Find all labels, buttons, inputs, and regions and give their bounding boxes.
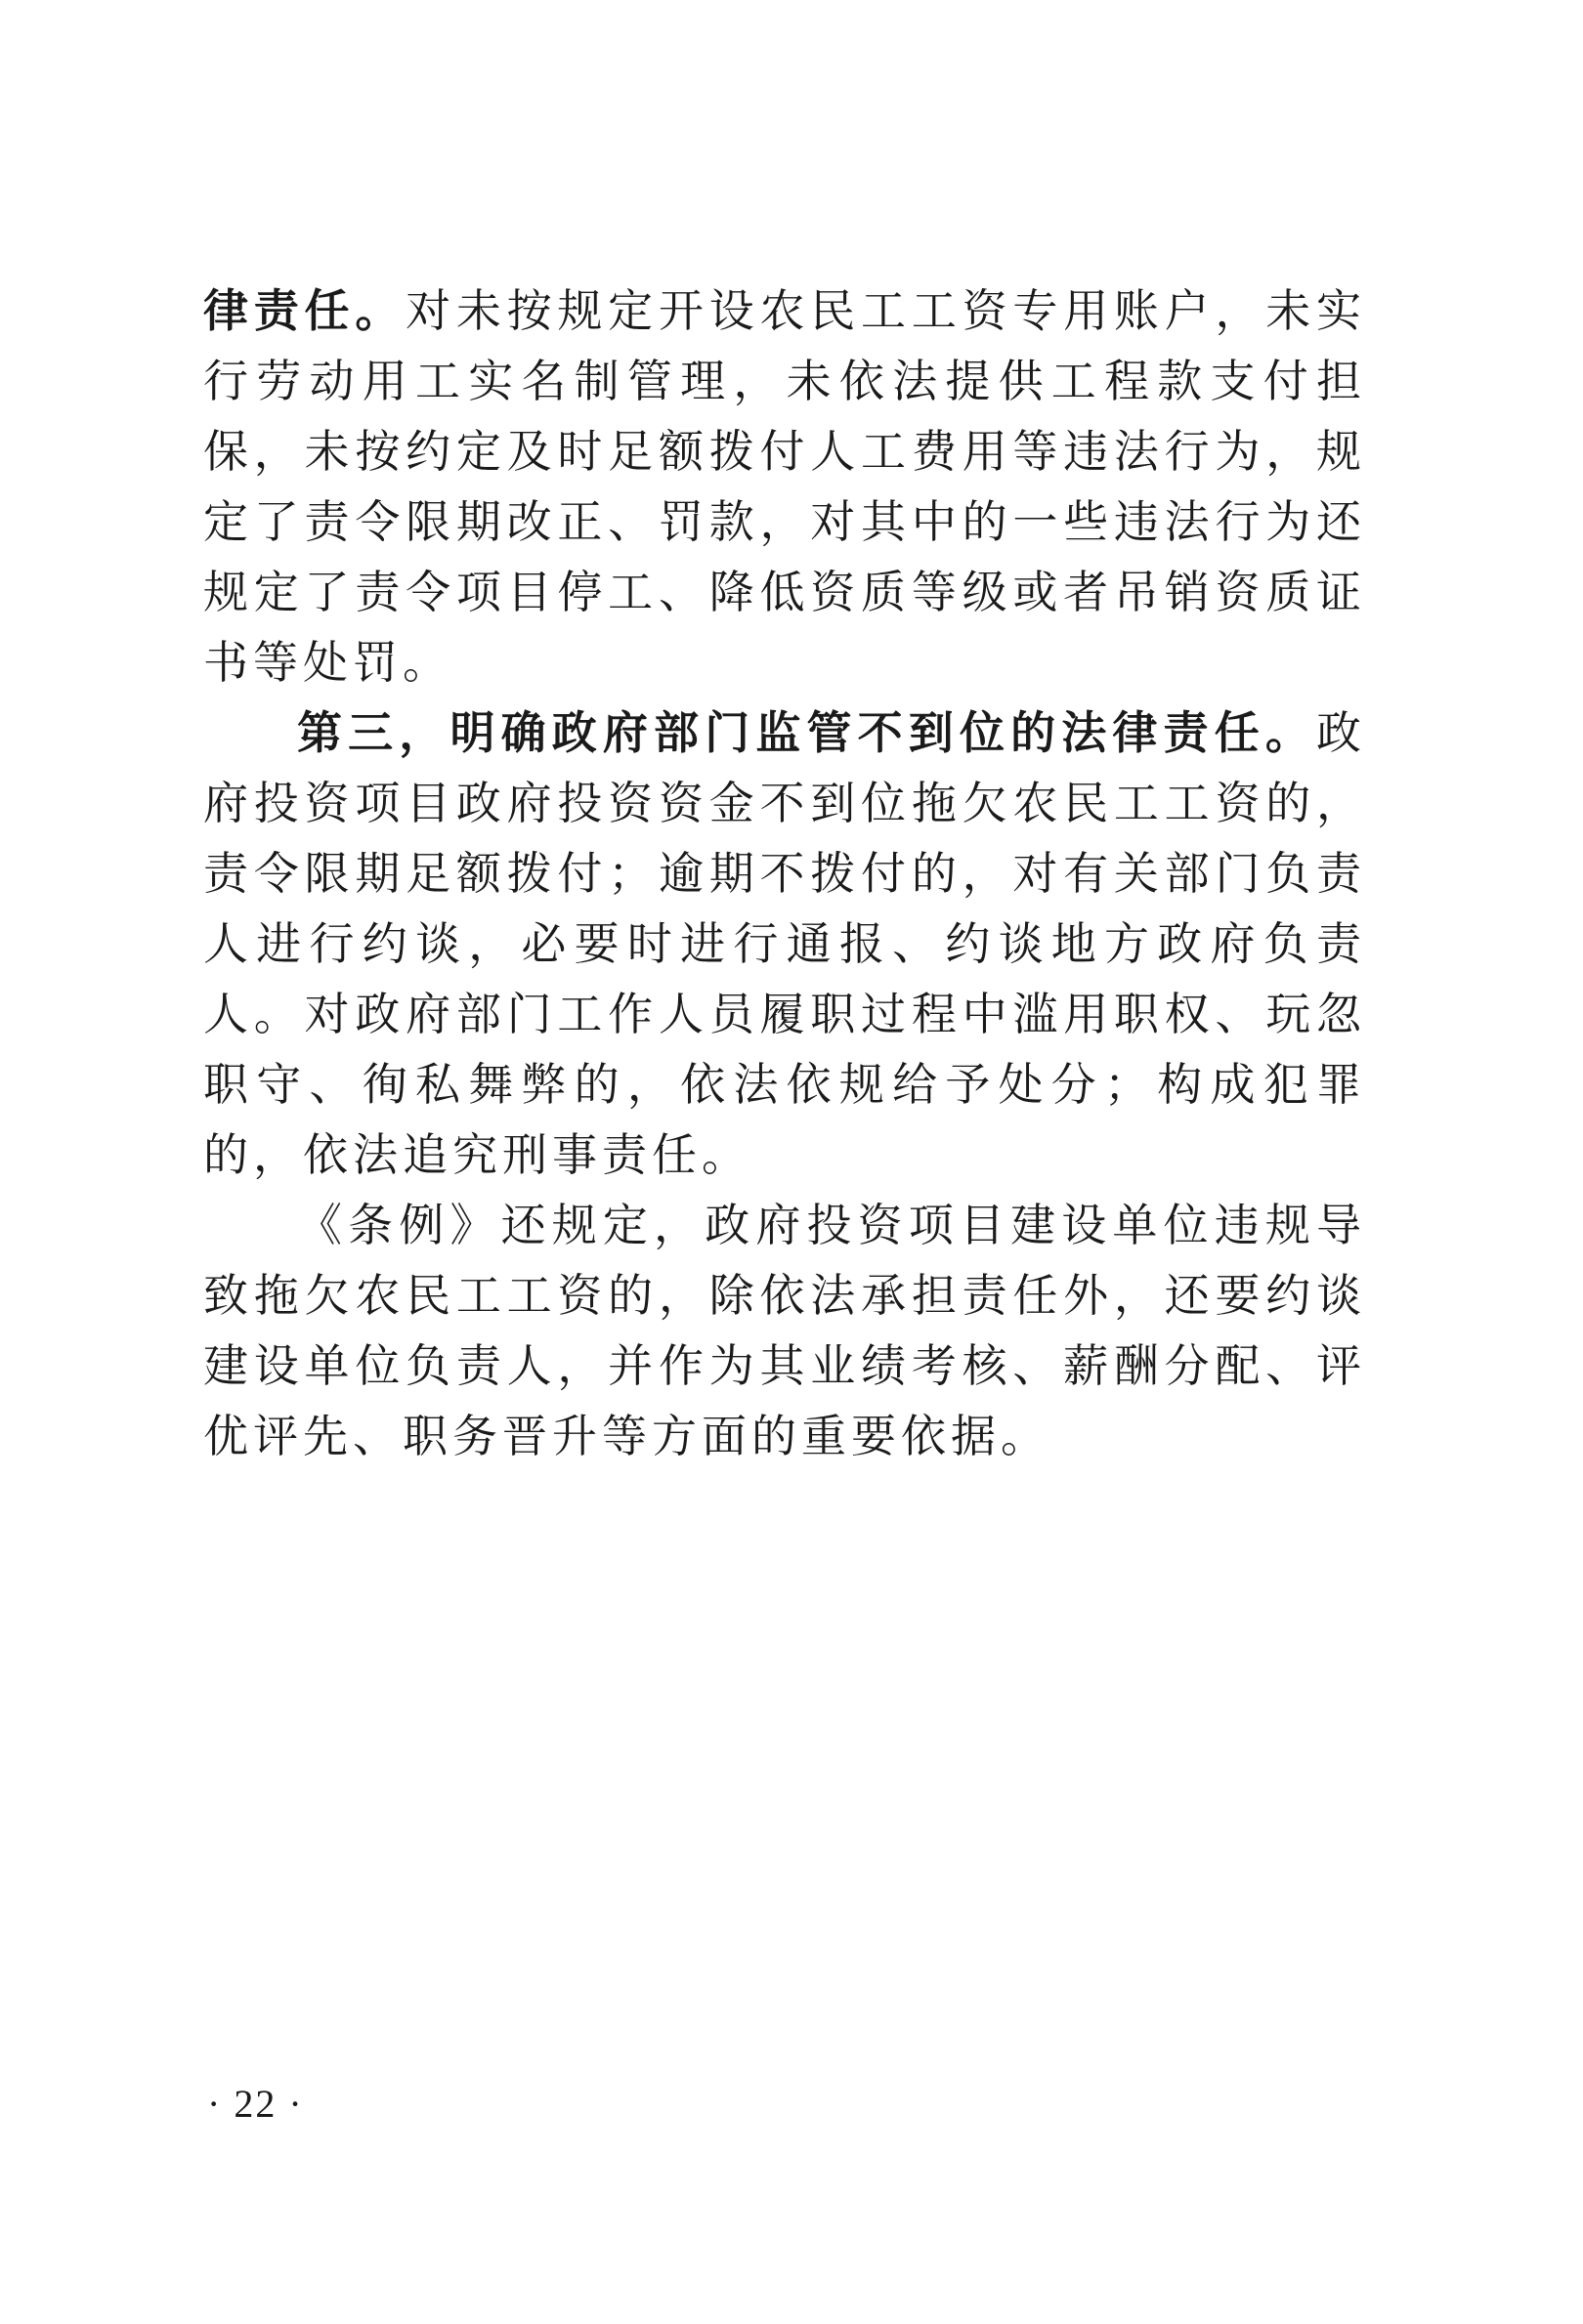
bold-lead-text: 律责任。 [203, 284, 406, 337]
paragraph-text: 对未按规定开设农民工工资专用账户，未实行劳动用工实名制管理，未依法提供工程款支付担保，未按约定及时足额拨付人工费用等违法行为，规定了责令限期改正、罚款，对其中的一些违法行为还规定了责令项目停工、降低资质等级或者吊销资质证书等处罚。 [203, 284, 1367, 689]
paragraph-text: 《条例》还规定，政府投资项目建设单位违规导致拖欠农民工工资的，除依法承担责任外，还要约谈建设单位负责人，并作为其业绩考核、薪酬分配、评优评先、职务晋升等方面的重要依据。 [203, 1199, 1366, 1462]
paragraph-continuation [203, 275, 1366, 697]
paragraph-text: 政府投资项目政府投资资金不到位拖欠农民工工资的，责令限期足额拨付；逾期不拨付的，对有关部门负责人进行约谈，必要时进行通报、约谈地方政府负责人。对政府部门工作人员履职过程中滥用职权、玩忽职守、徇私舞弊的，依法依规给予处分；构成犯罪的，依法追究刑事责任。 [203, 706, 1366, 1181]
document-body [203, 275, 1366, 1471]
bold-lead-text: 第三，明确政府部门监管不到位的法律责任。 [297, 706, 1316, 759]
paragraph-government-liability [203, 697, 1366, 1190]
page-number: · 22 · [207, 2082, 304, 2126]
paragraph-regulation-note [203, 1190, 1366, 1471]
